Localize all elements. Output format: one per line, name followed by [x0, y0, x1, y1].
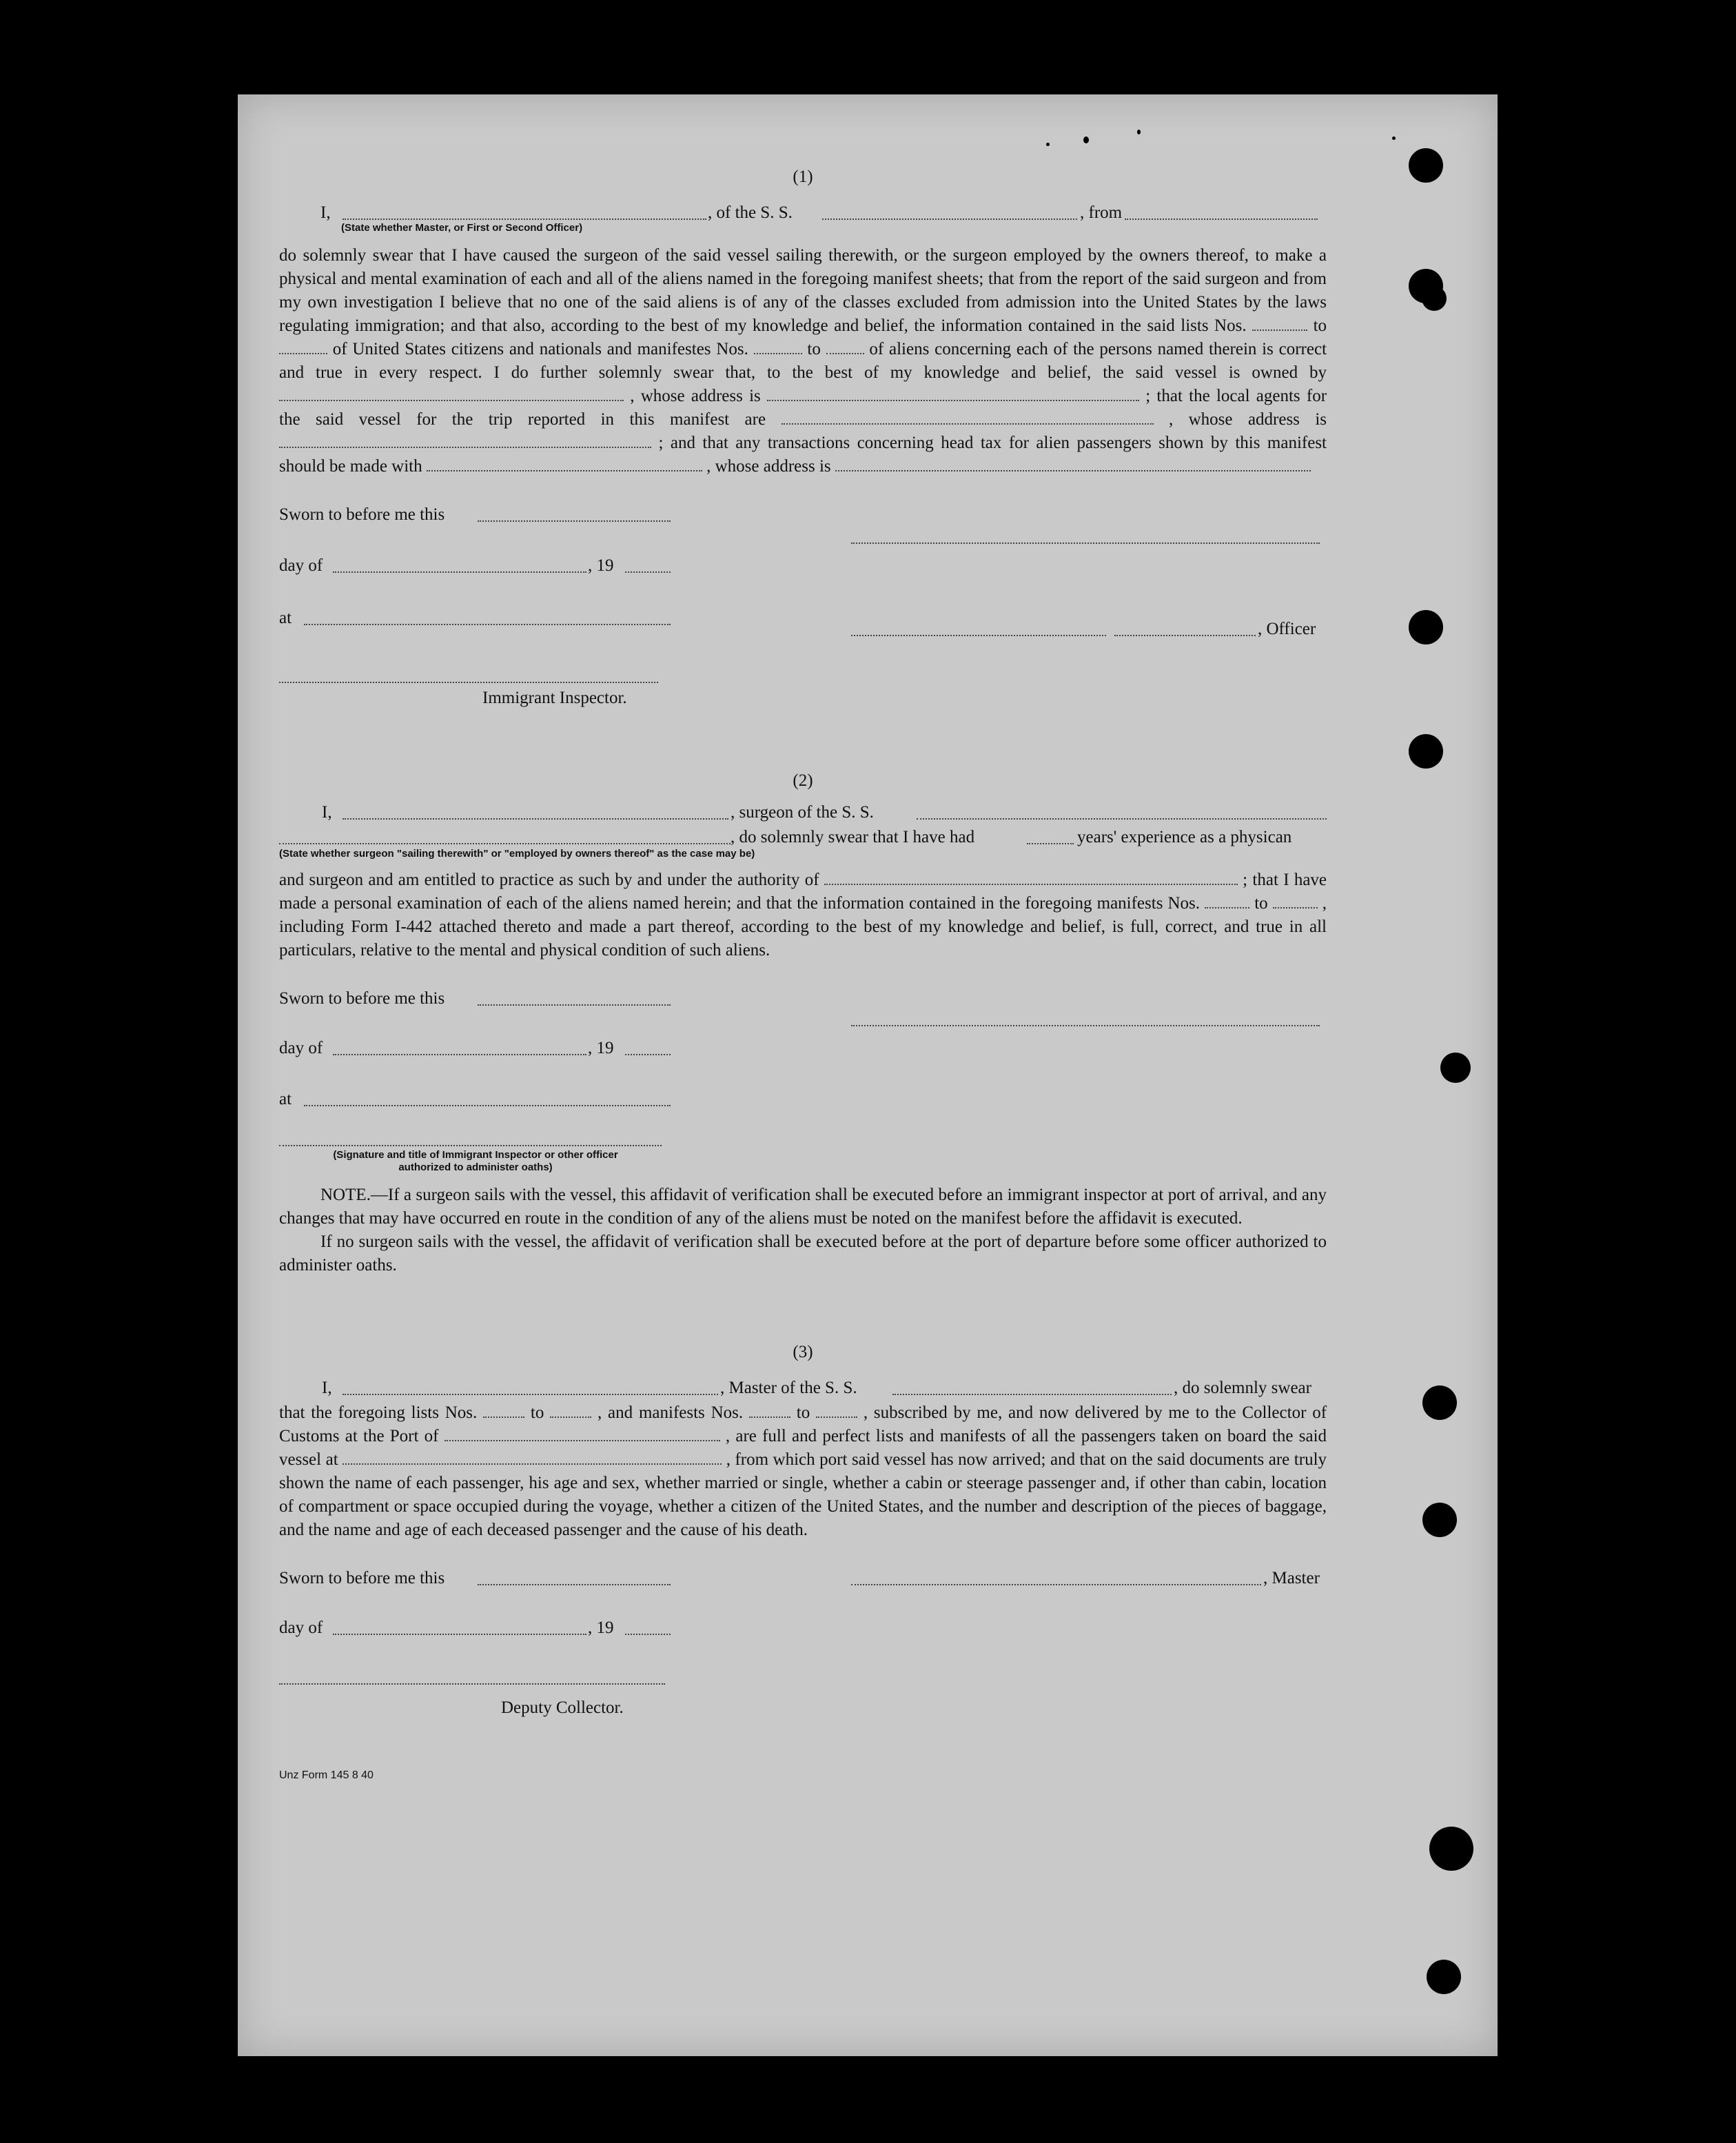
oath-text: , from which port said vessel has now arrived; and that on the said documents are truly shown the name of each passenger, his age and sex, whether married or single, whether a cabin or steerage passenger and, if other than cabin, location of compartment or space occupied during the voyage, whether a citizen of the United States, and the number and description of the pieces of baggage, and the name and age of each deceased passenger and the cause of his death.: [279, 1450, 1327, 1539]
swear-label: , do solemnly swear that I have had: [731, 828, 975, 846]
punch-hole: [1409, 148, 1443, 183]
manifests-from-blank[interactable]: [754, 352, 802, 354]
year-blank[interactable]: [625, 1053, 671, 1055]
oath-text: ; that the local agents for the said vessel for the trip reported in this manifest are: [279, 387, 1327, 429]
from-label: , from: [1080, 203, 1123, 222]
of-the-ss-label: , of the S. S.: [708, 203, 793, 222]
punch-hole: [1440, 1053, 1471, 1083]
pronoun-i: I,: [322, 1379, 332, 1397]
inspector-signature-blank[interactable]: [279, 1144, 662, 1146]
experience-label: years' experience as a physican: [1077, 828, 1292, 846]
oath-text: do solemnly swear that I have caused the surgeon of the said vessel sailing therewith, or the surgeon employed by the owners thereof, to make a physical and mental examination of each and all of the aliens named in the foregoing manifest sheets; that from the report of the said surgeon and from my own investigation I believe that no one of the said aliens is of any of the classes excluded from admission into the United States by the laws regulating immigration; and that also, according to the best of my knowledge and belief, the information contained in the said lists Nos.: [279, 246, 1327, 335]
officer-rank-blank[interactable]: [1114, 634, 1256, 636]
lists-from-blank[interactable]: [1252, 329, 1307, 331]
year-label: , 19: [588, 1618, 614, 1637]
oath-text: of United States citizens and nationals and manifestes Nos.: [332, 340, 748, 358]
punch-hole: [1409, 734, 1443, 769]
oath-text: , including Form I-442 attached thereto and made a part thereof, according to the best of my knowledge and belief, is full, correct, and true in all particulars, relative to the mental and physical condition of such aliens.: [279, 894, 1327, 959]
section-number: (2): [793, 771, 813, 790]
manifests-to-blank[interactable]: [1273, 906, 1318, 908]
manifests-to-blank[interactable]: [826, 352, 864, 354]
note-paragraph: NOTE.—If a surgeon sails with the vessel, this affidavit of verification shall be executed before an immigrant inspector at port of arrival, and any changes that may have occurred en route in the condition of any of the aliens must be noted on the manifest before the affidavit is executed.: [279, 1186, 1327, 1228]
month-blank[interactable]: [333, 571, 586, 573]
section-number: (3): [793, 1343, 813, 1361]
place-blank[interactable]: [304, 1104, 671, 1106]
sworn-day-blank[interactable]: [478, 1004, 671, 1006]
manifests-to-blank[interactable]: [816, 1416, 857, 1418]
oath-text: , are full and perfect lists and manifests of all the passengers taken on board the said vessel at: [279, 1427, 1327, 1469]
scan-speck: [1083, 136, 1089, 143]
sworn-day-blank[interactable]: [478, 1583, 671, 1585]
lists-to-blank[interactable]: [550, 1416, 591, 1418]
section-number: (1): [793, 167, 813, 186]
to-label: to: [796, 1403, 810, 1422]
lists-from-blank[interactable]: [483, 1416, 524, 1418]
scan-speck: [148, 1537, 152, 1547]
note-paragraph-2: If no surgeon sails with the vessel, the affidavit of verification shall be executed before at the port of departure before some officer authorized to administer oaths.: [279, 1232, 1327, 1274]
section-3-signatures: [279, 1567, 1327, 1705]
day-of-label: day of: [279, 556, 323, 575]
punch-hole: [1422, 1503, 1457, 1537]
to-label: to: [807, 340, 821, 358]
from-port-blank[interactable]: [1125, 218, 1318, 220]
sworn-label: Sworn to before me this: [279, 1569, 445, 1587]
master-of-ss-label: , Master of the S. S.: [720, 1379, 857, 1397]
scan-speck: [1137, 130, 1141, 134]
pronoun-i: I,: [322, 803, 332, 822]
manifests-from-blank[interactable]: [749, 1416, 790, 1418]
master-line: [279, 201, 1327, 226]
sworn-day-blank[interactable]: [478, 520, 671, 522]
oath-text: ; and that any transactions concerning head tax for alien passengers shown by this manifest should be made with: [279, 434, 1327, 476]
officer-label: , Officer: [1258, 620, 1316, 638]
at-label: at: [279, 609, 292, 627]
oath-text: , whose address is: [630, 387, 761, 405]
day-of-label: day of: [279, 1618, 323, 1637]
at-label: at: [279, 1090, 292, 1108]
punch-hole: [1427, 1960, 1461, 1994]
inspector-signature-blank[interactable]: [279, 681, 658, 683]
sworn-label: Sworn to before me this: [279, 989, 445, 1008]
master-swear-line: [279, 1377, 1327, 1401]
section-2-signatures: [279, 987, 1327, 1149]
surgeon-signature-blank[interactable]: [851, 1024, 1320, 1026]
scan-speck: [1046, 143, 1050, 146]
master-name-blank[interactable]: [343, 1393, 718, 1395]
to-label: to: [1313, 316, 1327, 335]
surgeon-name-blank[interactable]: [343, 817, 728, 820]
signature-blank[interactable]: [851, 542, 1320, 544]
day-of-label: day of: [279, 1039, 323, 1057]
surgeon-of-ss-label: , surgeon of the S. S.: [731, 803, 874, 822]
surgeon-line-2: [279, 826, 1327, 851]
punch-hole: [1422, 1385, 1457, 1420]
surgeon-line: [279, 801, 1327, 826]
years-blank[interactable]: [1027, 842, 1074, 844]
month-blank[interactable]: [333, 1053, 586, 1055]
master-signature-blank[interactable]: [851, 1583, 1261, 1585]
section-2: [279, 769, 1327, 1277]
head-tax-blank[interactable]: [427, 469, 702, 471]
inspector-label: Immigrant Inspector.: [482, 689, 627, 707]
surgeon-oath-paragraph: [279, 869, 1327, 962]
collector-label: Deputy Collector.: [501, 1698, 624, 1717]
officer-name-sig-blank[interactable]: [851, 634, 1106, 636]
master-oath-paragraph: [279, 1401, 1327, 1542]
oath-text: , whose address is: [706, 457, 831, 476]
section-1: [279, 165, 1327, 710]
year-blank[interactable]: [625, 571, 671, 573]
form-identifier: Unz Form 145 8 40: [279, 1769, 374, 1781]
surgeon-note: (State whether surgeon "sailing therewith" or "employed by owners thereof" as the case may be): [279, 848, 755, 860]
oath-text: and surgeon and am entitled to practice as such by and under the authority of: [279, 871, 819, 889]
vessel-name-blank[interactable]: [822, 218, 1077, 220]
section-3: [279, 1341, 1327, 1787]
master-label: , Master: [1263, 1569, 1320, 1587]
to-label: to: [1254, 894, 1268, 913]
signature-note: (Signature and title of Immigrant Inspector or other officer authorized to administer oaths): [333, 1149, 618, 1173]
section-1-signatures: [279, 503, 1327, 703]
agents-blank[interactable]: [782, 423, 1154, 425]
oath-text: , and manifests Nos.: [598, 1403, 744, 1422]
year-blank[interactable]: [625, 1633, 671, 1635]
vessel-name-blank[interactable]: [892, 1393, 1172, 1395]
to-label: to: [530, 1403, 544, 1422]
authority-blank[interactable]: [824, 883, 1238, 885]
officer-note: (State whether Master, or First or Second Officer): [341, 222, 583, 234]
pronoun-i: I,: [320, 203, 331, 222]
port-blank[interactable]: [445, 1439, 720, 1441]
swear-label: , do solemnly swear: [1174, 1379, 1311, 1397]
officer-name-blank[interactable]: [343, 218, 706, 220]
oath-paragraph: [279, 244, 1327, 478]
vessel-name-blank[interactable]: [917, 817, 1327, 820]
year-label: , 19: [588, 1039, 614, 1057]
month-blank[interactable]: [333, 1633, 586, 1635]
surgeon-status-blank[interactable]: [279, 842, 731, 844]
punch-hole: [1429, 1827, 1473, 1871]
owner-address-blank[interactable]: [767, 399, 1139, 401]
oath-text: , whose address is: [1168, 410, 1327, 429]
scan-speck: [146, 1668, 150, 1680]
agents-address-blank[interactable]: [279, 446, 651, 448]
head-tax-address-blank[interactable]: [835, 469, 1311, 471]
punch-hole: [1409, 610, 1443, 644]
lists-to-blank[interactable]: [279, 352, 327, 354]
affidavit-form: [279, 165, 1327, 1787]
owner-blank[interactable]: [279, 399, 624, 401]
oath-text: ; that I have made a personal examination of each of the aliens named herein; and that the information contained in the foregoing manifests Nos.: [279, 871, 1327, 913]
place-blank[interactable]: [304, 623, 671, 625]
punch-hole: [1422, 286, 1447, 311]
oath-text: , subscribed by me, and now delivered by me to the Collector of Customs at the Port of: [279, 1403, 1327, 1445]
port-of-embarkation-blank[interactable]: [343, 1463, 722, 1465]
manifests-from-blank[interactable]: [1205, 906, 1249, 908]
sworn-label: Sworn to before me this: [279, 505, 445, 524]
year-label: , 19: [588, 556, 614, 575]
oath-text: of aliens concerning each of the persons named therein is correct and true in every respect. I do further solemnly swear that, to the best of my knowledge and belief, the said vessel is owned by: [279, 340, 1327, 382]
collector-signature-blank[interactable]: [279, 1683, 665, 1685]
scan-speck: [1392, 136, 1396, 140]
oath-text: that the foregoing lists Nos.: [279, 1403, 478, 1422]
